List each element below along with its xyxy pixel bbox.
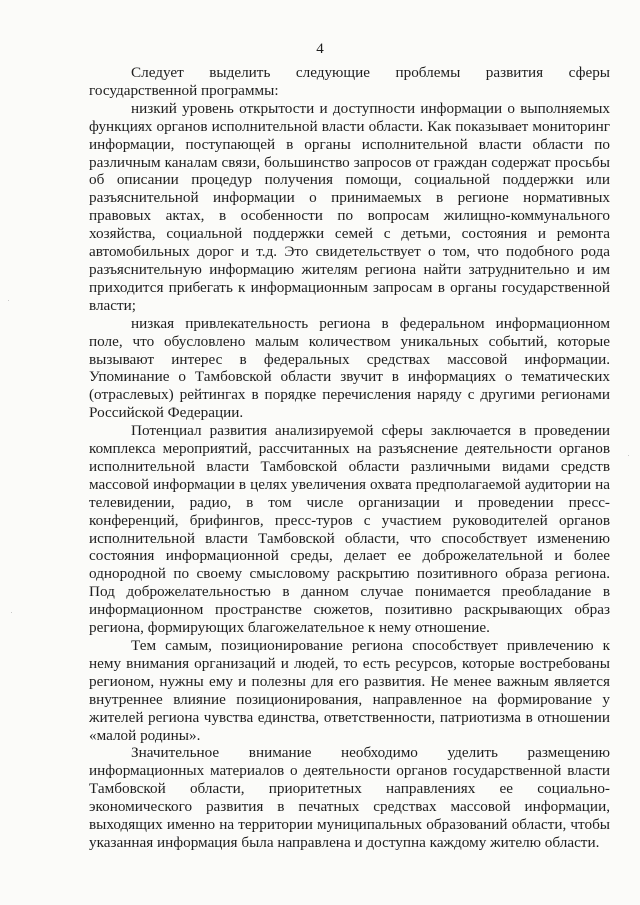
paragraph-positioning: Тем самым, позиционирование региона способствует привлечению к нему внимания организаций и людей, то есть ресурсов, которые востребованы регионом, нужны ему и полезны для его развития. Не менее важным является внутреннее влияние позиционирования, направленное на формирование у жителей региона чувства единства, ответственности, патриотизма в отношении «малой родины». [89,637,610,744]
paragraph-intro: Следует выделить следующие проблемы развития сферы государственной программы: [89,64,610,99]
scan-speck [11,612,12,613]
paragraph-print-media: Значительное внимание необходимо уделить размещению информационных материалов о деятельности органов государственной власти Тамбовской области, приоритетных направлениях ее социально-экономического развития в печатных средствах массовой информации, выходящих именно на территории муниципальных образований области, чтобы указанная информация была направлена и доступна каждому жителю области. [89,744,610,851]
paragraph-problem-openness: низкий уровень открытости и доступности информации о выполняемых функциях органов исполнительной власти области. Как показывает мониторинг информации, поступающей в органы исполнительной власти области по различным каналам связи, большинство запросов от граждан содержат просьбы об описании процедур получения помощи, социальной поддержки или разъяснительной информации о принимаемых в регионе нормативных правовых актах, в особенности по вопросам жилищно-коммунального хозяйства, социальной поддержки семей с детьми, состояния и ремонта автомобильных дорог и т.д. Это свидетельствует о том, что подобного рода разъяснительную информацию жителям региона найти затруднительно и им приходится прибегать к информационным запросам в органы государственной власти; [89,99,610,314]
document-body [89,64,610,852]
paragraph-problem-attractiveness: низкая привлекательность региона в федеральном информационном поле, что обусловлено малым количеством уникальных событий, которые вызывают интерес в федеральных средствах массовой информации. Упоминание о Тамбовской области звучит в информациях о тематических (отраслевых) рейтингах в порядке перечисления наряду с другими регионами Российской Федерации. [89,314,610,422]
page-number: 4 [316,41,324,57]
paragraph-potential: Потенциал развития анализируемой сферы заключается в проведении комплекса мероприятий, рассчитанных на разъяснение деятельности органов исполнительной власти Тамбовской области различными видами средств массовой информации в целях увеличения охвата предполагаемой аудитории на телевидении, радио, в том числе организации и проведении пресс-конференций, брифингов, пресс-туров с участием руководителей органов исполнительной власти Тамбовской области, что способствует изменению состояния информационной среды, делает ее доброжелательной и более однородной по своему смысловому раскрытию позитивного образа региона. Под доброжелательностью в данном случае понимается преобладание в информационном пространстве сюжетов, позитивно раскрывающих образ региона, формирующих благожелательное к нему отношение. [89,422,610,637]
scan-speck [8,300,9,301]
scan-speck [628,455,629,456]
